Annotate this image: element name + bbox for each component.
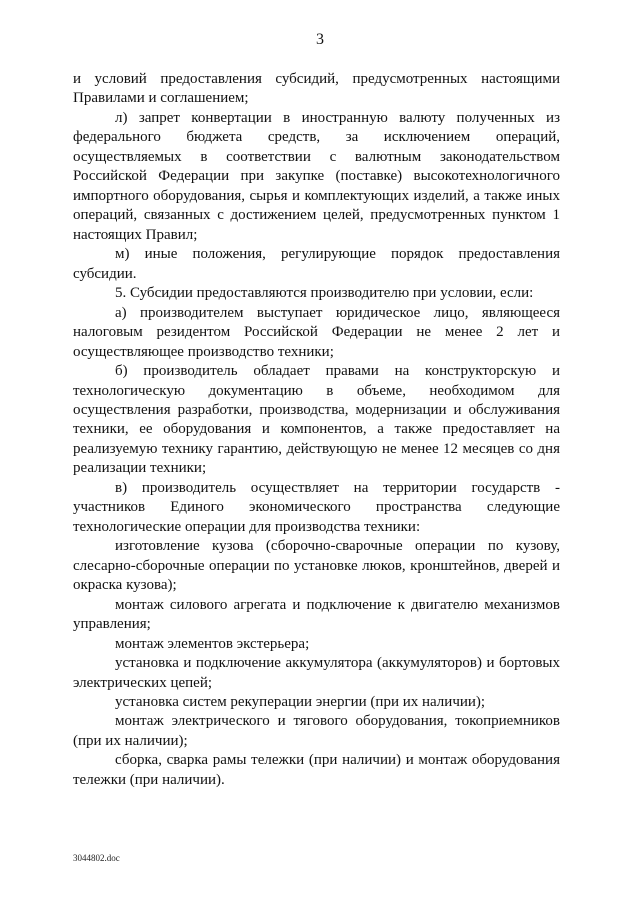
operation-energy-recovery — [73, 693, 560, 712]
text-line: 5. Субсидии предоставляются производителю при условии, если: — [115, 285, 534, 302]
text-line: тележки (при наличии). — [73, 771, 225, 788]
text-line: технологические операции для производства техники: — [73, 518, 421, 535]
paragraph-item-l — [73, 109, 560, 245]
text-line: (при их наличии); — [73, 732, 188, 749]
paragraph-item-b — [73, 362, 560, 479]
text-line: Российской Федерации при закупке (поставке) высокотехнологичного — [73, 168, 560, 185]
text-line: монтаж электрического и тягового оборудования, токоприемников — [115, 713, 560, 730]
text-line: субсидии. — [73, 265, 137, 282]
text-line: осуществляющее производство техники; — [73, 343, 334, 360]
text-line: а) производителем выступает юридическое лицо, являющееся — [115, 304, 560, 321]
text-line: импортного оборудования, сырья и комплектующих изделий, а также иных — [73, 187, 560, 204]
operation-exterior — [73, 635, 560, 654]
text-line: и условий предоставления субсидий, предусмотренных настоящими — [73, 71, 560, 87]
text-line: управления; — [73, 616, 151, 633]
text-line: в) производитель осуществляет на территории государств - — [115, 479, 560, 496]
operation-traction-equipment — [73, 712, 560, 751]
paragraph-item-a — [73, 304, 560, 362]
operation-bogie-frame — [73, 751, 560, 790]
text-line: сборка, сварка рамы тележки (при наличии) и монтаж оборудования — [115, 752, 560, 769]
text-line: электрических цепей; — [73, 674, 213, 691]
text-line: операций, связанных с достижением целей, предусмотренных пунктом 1 — [73, 207, 560, 224]
paragraph-item-m — [73, 245, 560, 284]
paragraph-continuation — [73, 70, 560, 109]
text-line: осуществляемых в соответствии с валютным законодательством — [73, 148, 560, 165]
operation-body-fabrication — [73, 537, 560, 595]
operation-power-unit — [73, 596, 560, 635]
text-line: б) производитель обладает правами на конструкторскую и — [115, 363, 560, 380]
paragraph-clause-5 — [73, 284, 560, 303]
text-line: установка систем рекуперации энергии (при их наличии); — [115, 694, 486, 710]
text-line: монтаж элементов экстерьера; — [115, 635, 310, 652]
page-number: 3 — [316, 31, 324, 48]
text-line: настоящих Правил; — [73, 226, 198, 243]
document-body — [73, 70, 560, 790]
text-line: окраска кузова); — [73, 577, 177, 594]
text-line: изготовление кузова (сборочно-сварочные операции по кузову, — [115, 538, 560, 555]
text-line: участников Единого экономического пространства следующие — [73, 499, 560, 516]
paragraph-item-v — [73, 479, 560, 537]
text-line: технологическую документацию в объеме, необходимом для — [73, 382, 560, 399]
text-line: реализуемую технику гарантию, действующую не менее 12 месяцев со дня — [73, 440, 560, 457]
text-line: установка и подключение аккумулятора (аккумуляторов) и бортовых — [115, 655, 560, 672]
file-name-footer: 3044802.doc — [73, 853, 120, 863]
text-line: реализации техники; — [73, 460, 207, 477]
text-line: осуществления разработки, производства, модернизации и обслуживания — [73, 401, 560, 418]
text-line: л) запрет конвертации в иностранную валюту полученных из — [115, 109, 560, 126]
text-line: м) иные положения, регулирующие порядок предоставления — [115, 246, 560, 263]
text-line: Правилами и соглашением; — [73, 90, 249, 107]
text-line: техники, ее оборудования и компонентов, а также предоставляет на — [73, 421, 560, 438]
text-line: федерального бюджета средств, за исключением операций, — [73, 129, 560, 146]
text-line: налоговым резидентом Российской Федерации не менее 2 лет и — [73, 324, 560, 341]
text-line: монтаж силового агрегата и подключение к двигателю механизмов — [115, 596, 560, 613]
operation-battery — [73, 654, 560, 693]
text-line: слесарно-сборочные операции по установке люков, кронштейнов, дверей и — [73, 557, 560, 574]
